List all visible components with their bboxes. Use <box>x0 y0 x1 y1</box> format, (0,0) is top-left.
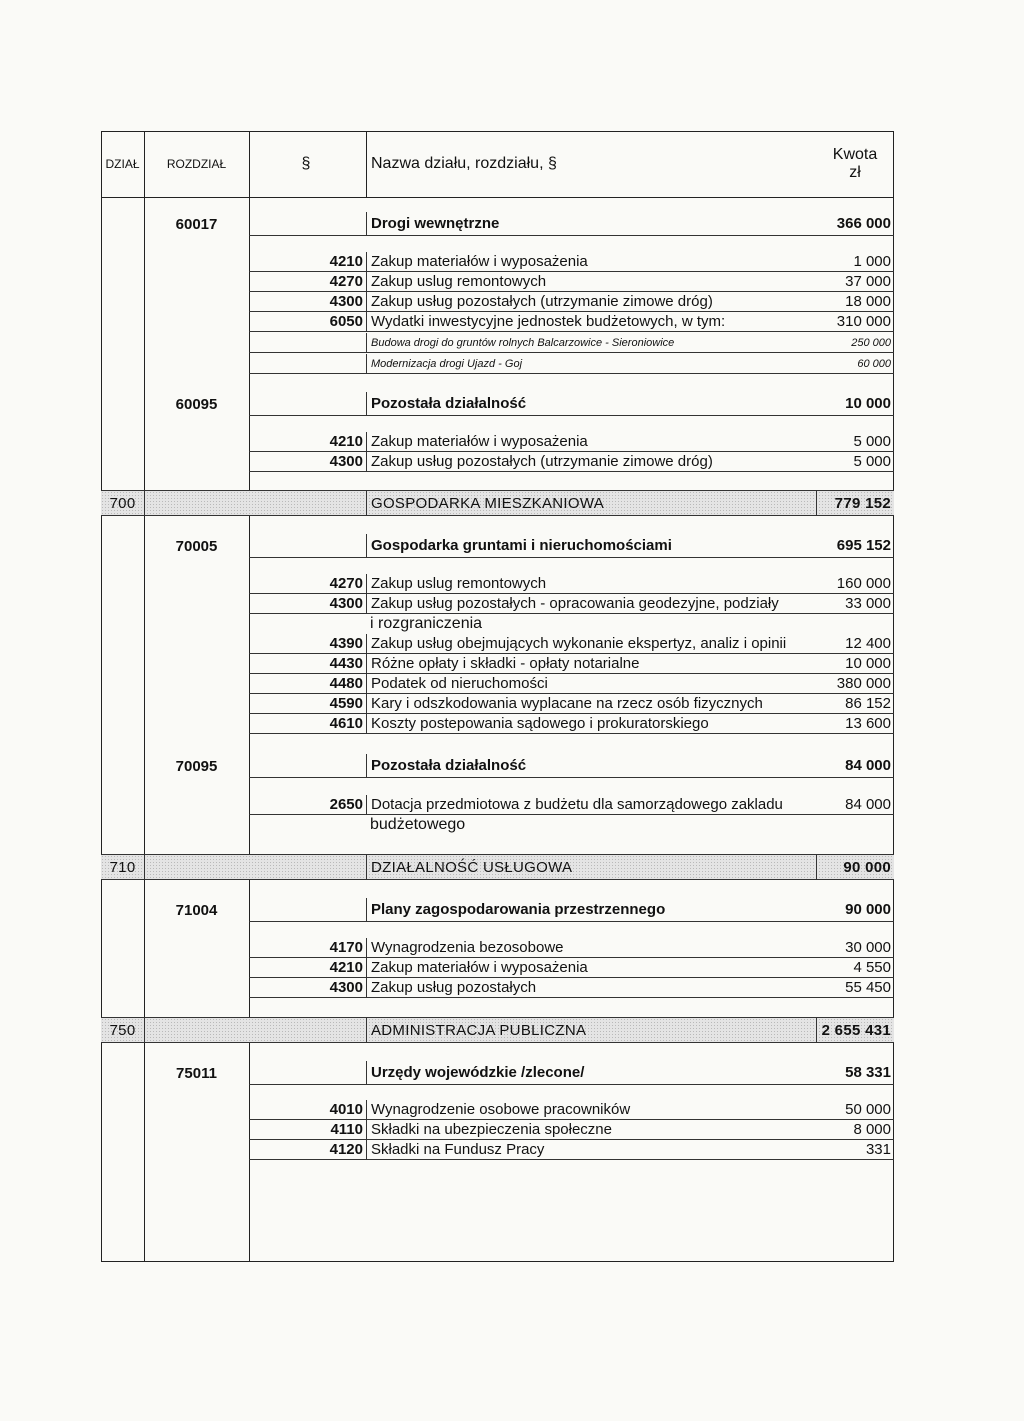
dzial-empty <box>144 855 249 879</box>
paragraf-row <box>101 432 894 452</box>
paragraf-number: 4210 <box>249 432 366 452</box>
paragraf-amount: 50 000 <box>816 1100 894 1120</box>
header-rozdzial: ROZDZIAŁ <box>166 157 227 171</box>
header-dzial: DZIAŁ <box>105 157 140 171</box>
paragraf-number: 4210 <box>249 958 366 978</box>
continuation-par-empty <box>249 815 366 835</box>
paragraf-row <box>101 333 894 353</box>
continuation-text: i rozgraniczenia <box>370 615 483 632</box>
continuation-row <box>101 614 894 634</box>
rozdzial-par-empty <box>249 392 366 416</box>
dzial-empty <box>144 491 249 515</box>
paragraf-number: 6050 <box>249 312 366 332</box>
subitem-par-empty <box>249 354 366 374</box>
paragraf-row <box>101 292 894 312</box>
paragraf-number: 4210 <box>249 252 366 272</box>
paragraf-name: Zakup uslug remontowych <box>366 272 816 292</box>
paragraf-amount: 30 000 <box>816 938 894 958</box>
subitem-name: Modernizacja drogi Ujazd - Goj <box>366 354 816 374</box>
paragraf-row <box>101 312 894 332</box>
rozdzial-name: Urzędy wojewódzkie /zlecone/ <box>366 1061 816 1085</box>
paragraf-row <box>101 714 894 734</box>
continuation-text: budżetowego <box>370 816 466 833</box>
continuation-amount-empty <box>816 815 894 835</box>
rozdzial-par-empty <box>249 754 366 778</box>
table-header <box>101 131 894 197</box>
header-nazwa: Nazwa działu, rozdziału, § <box>366 131 816 197</box>
rozdzial-name: Pozostała działalność <box>366 392 816 416</box>
dzial-empty <box>144 1018 249 1042</box>
dzial-number: 750 <box>109 1021 136 1039</box>
paragraf-row <box>101 252 894 272</box>
rozdzial-number: 71004 <box>175 901 218 919</box>
paragraf-amount: 84 000 <box>816 795 894 815</box>
dzial-number: 710 <box>109 858 136 876</box>
paragraf-number: 4010 <box>249 1100 366 1120</box>
rozdzial-row <box>101 1061 894 1085</box>
header-paragraf: § <box>301 155 311 172</box>
paragraf-row <box>101 594 894 614</box>
paragraf-number: 2650 <box>249 795 366 815</box>
rozdzial-number: 70005 <box>175 537 218 555</box>
paragraf-amount: 55 450 <box>816 978 894 998</box>
paragraf-number: 4300 <box>249 452 366 472</box>
paragraf-name: Zakup usług pozostałych <box>366 978 816 998</box>
paragraf-name: Różne opłaty i składki - opłaty notarialne <box>366 654 816 674</box>
rozdzial-number: 60095 <box>175 395 218 413</box>
paragraf-name: Zakup usług pozostałych (utrzymanie zimowe dróg) <box>366 452 816 472</box>
paragraf-name: Zakup materiałów i wyposażenia <box>366 432 816 452</box>
paragraf-row <box>101 674 894 694</box>
rozdzial-name: Pozostała działalność <box>366 754 816 778</box>
paragraf-number: 4270 <box>249 272 366 292</box>
rozdzial-row <box>101 754 894 778</box>
rozdzial-amount: 90 000 <box>816 898 894 922</box>
subitem-par-empty <box>249 333 366 353</box>
dzial-row <box>101 490 894 516</box>
paragraf-amount: 380 000 <box>816 674 894 694</box>
paragraf-row <box>101 795 894 815</box>
rozdzial-par-empty <box>249 534 366 558</box>
paragraf-amount: 5 000 <box>816 432 894 452</box>
paragraf-name: Kary i odszkodowania wyplacane na rzecz osób fizycznych <box>366 694 816 714</box>
rozdzial-amount: 10 000 <box>816 392 894 416</box>
paragraf-amount: 37 000 <box>816 272 894 292</box>
paragraf-number: 4300 <box>249 978 366 998</box>
paragraf-amount: 10 000 <box>816 654 894 674</box>
rozdzial-par-empty <box>249 1061 366 1085</box>
rozdzial-amount: 84 000 <box>816 754 894 778</box>
paragraf-amount: 331 <box>816 1140 894 1160</box>
dzial-row <box>101 1017 894 1043</box>
paragraf-row <box>101 938 894 958</box>
rozdzial-name: Gospodarka gruntami i nieruchomościami <box>366 534 816 558</box>
rozdzial-name: Drogi wewnętrzne <box>366 212 816 236</box>
paragraf-row <box>101 1140 894 1160</box>
paragraf-amount: 160 000 <box>816 574 894 594</box>
rozdzial-number: 60017 <box>175 215 218 233</box>
dzial-name: ADMINISTRACJA PUBLICZNA <box>366 1018 816 1042</box>
continuation-amount-empty <box>816 614 894 634</box>
paragraf-row <box>101 958 894 978</box>
paragraf-row <box>101 654 894 674</box>
paragraf-name: Zakup usług pozostałych (utrzymanie zimowe dróg) <box>366 292 816 312</box>
paragraf-number: 4300 <box>249 292 366 312</box>
paragraf-amount: 33 000 <box>816 594 894 614</box>
dzial-amount: 779 152 <box>816 491 894 515</box>
header-kwota <box>816 131 894 197</box>
paragraf-name: Podatek od nieruchomości <box>366 674 816 694</box>
header-divider <box>101 197 894 198</box>
rozdzial-row <box>101 898 894 922</box>
paragraf-name: Wydatki inwestycyjne jednostek budżetowych, w tym: <box>366 312 816 332</box>
subitem-amount: 250 000 <box>816 333 894 353</box>
paragraf-row <box>101 1120 894 1140</box>
rozdzial-amount: 695 152 <box>816 534 894 558</box>
paragraf-number: 4300 <box>249 594 366 614</box>
dzial-name: DZIAŁALNOŚĆ USŁUGOWA <box>366 855 816 879</box>
paragraf-name: Zakup usług obejmujących wykonanie ekspertyz, analiz i opinii <box>366 634 816 654</box>
subitem-name: Budowa drogi do gruntów rolnych Balcarzowice - Sieroniowice <box>366 333 816 353</box>
dzial-amount: 2 655 431 <box>816 1018 894 1042</box>
paragraf-row <box>101 694 894 714</box>
paragraf-row <box>101 354 894 374</box>
paragraf-row <box>101 574 894 594</box>
rozdzial-number: 70095 <box>175 757 218 775</box>
paragraf-number: 4430 <box>249 654 366 674</box>
paragraf-number: 4120 <box>249 1140 366 1160</box>
dzial-row <box>101 854 894 880</box>
header-kwota-label: Kwota <box>832 146 878 163</box>
paragraf-name: Składki na Fundusz Pracy <box>366 1140 816 1160</box>
rozdzial-number: 75011 <box>176 1064 217 1082</box>
paragraf-number: 4270 <box>249 574 366 594</box>
rozdzial-amount: 58 331 <box>816 1061 894 1085</box>
paragraf-amount: 4 550 <box>816 958 894 978</box>
subitem-amount: 60 000 <box>816 354 894 374</box>
paragraf-row <box>101 978 894 998</box>
paragraf-amount: 86 152 <box>816 694 894 714</box>
rozdzial-par-empty <box>249 898 366 922</box>
paragraf-name: Wynagrodzenia bezosobowe <box>366 938 816 958</box>
paragraf-number: 4590 <box>249 694 366 714</box>
rozdzial-row <box>101 392 894 416</box>
paragraf-amount: 310 000 <box>816 312 894 332</box>
dzial-number: 700 <box>109 494 136 512</box>
dzial-amount: 90 000 <box>816 855 894 879</box>
paragraf-name: Zakup uslug remontowych <box>366 574 816 594</box>
paragraf-amount: 18 000 <box>816 292 894 312</box>
rozdzial-row <box>101 212 894 236</box>
paragraf-number: 4480 <box>249 674 366 694</box>
paragraf-number: 4110 <box>249 1120 366 1140</box>
rozdzial-par-empty <box>249 212 366 236</box>
paragraf-amount: 13 600 <box>816 714 894 734</box>
paragraf-name: Wynagrodzenie osobowe pracowników <box>366 1100 816 1120</box>
paragraf-amount: 8 000 <box>816 1120 894 1140</box>
rozdzial-amount: 366 000 <box>816 212 894 236</box>
paragraf-name: Zakup materiałów i wyposażenia <box>366 252 816 272</box>
paragraf-amount: 5 000 <box>816 452 894 472</box>
paragraf-number: 4390 <box>249 634 366 654</box>
paragraf-amount: 12 400 <box>816 634 894 654</box>
paragraf-amount: 1 000 <box>816 252 894 272</box>
paragraf-name: Koszty postepowania sądowego i prokuratorskiego <box>366 714 816 734</box>
dzial-name: GOSPODARKA MIESZKANIOWA <box>366 491 816 515</box>
header-kwota-unit: zł <box>849 164 861 181</box>
paragraf-name: Zakup usług pozostałych - opracowania geodezyjne, podziały <box>366 594 816 614</box>
paragraf-name: Składki na ubezpieczenia społeczne <box>366 1120 816 1140</box>
paragraf-name: Zakup materiałów i wyposażenia <box>366 958 816 978</box>
paragraf-row <box>101 452 894 472</box>
paragraf-row <box>101 272 894 292</box>
paragraf-row <box>101 634 894 654</box>
paragraf-row <box>101 1100 894 1120</box>
continuation-row <box>101 815 894 835</box>
paragraf-name: Dotacja przedmiotowa z budżetu dla samorządowego zakladu <box>366 795 816 815</box>
rozdzial-name: Plany zagospodarowania przestrzennego <box>366 898 816 922</box>
continuation-par-empty <box>249 614 366 634</box>
paragraf-number: 4610 <box>249 714 366 734</box>
paragraf-number: 4170 <box>249 938 366 958</box>
rozdzial-row <box>101 534 894 558</box>
